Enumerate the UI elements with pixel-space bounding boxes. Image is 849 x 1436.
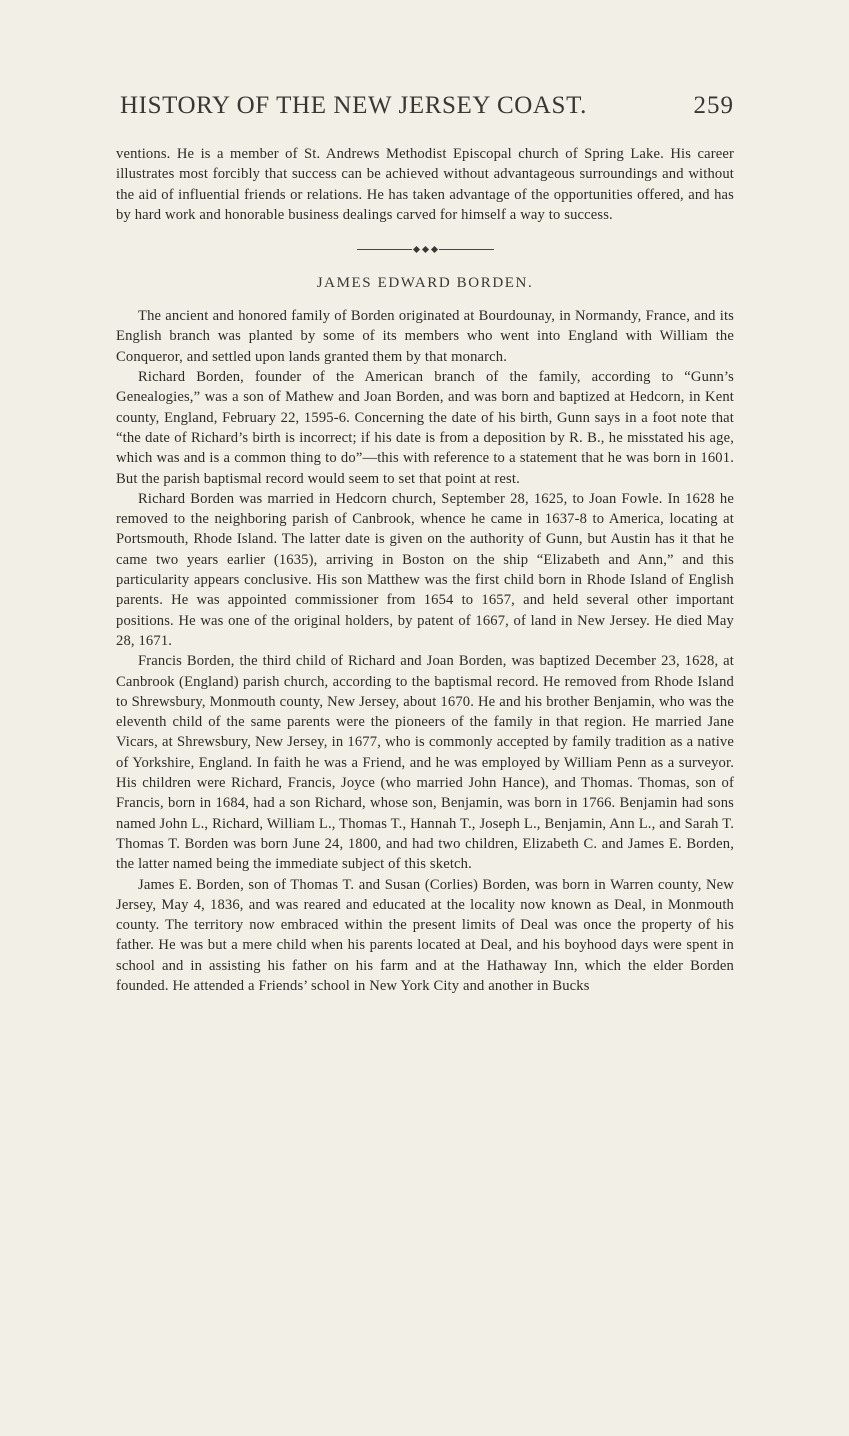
body-paragraph: Richard Borden, founder of the American branch of the family, according to “Gunn’s Genealogies,” was a son of Mathew and Joan Borden, and was born and baptized at Hedcorn, in Kent county, England, February 22, 1595-6. Concerning the date of his birth, Gunn says in a foot note that “the date of Richard’s birth is incorrect; if his date is from a deposition by R. B., he misstated his age, which was and is a common thing to do”—this with reference to a statement that he was born in 1601. But the parish baptismal record would seem to set that point at rest.	[116, 369, 734, 487]
body-paragraph: James E. Borden, son of Thomas T. and Susan (Corlies) Borden, was born in Warren county, New Jersey, May 4, 1836, and was reared and educated at the locality now known as Deal, in Monmouth county. The territory now embraced within the present limits of Deal was once the property of his father. He was but a mere child when his parents located at Deal, and his boyhood days were spent in school and in assisting his father on his farm and at the Hathaway Inn, which the elder Borden founded. He attended a Friends’ school in New York City and another in Bucks	[116, 876, 734, 994]
ornament-diamond-icon	[421, 246, 428, 253]
body-paragraph: The ancient and honored family of Borden originated at Bourdounay, in Normandy, France, and its English branch was planted by some of its members who went into England with William the Conqueror, and settled upon lands granted them by that monarch.	[116, 308, 734, 365]
body-paragraph: Francis Borden, the third child of Richard and Joan Borden, was baptized December 23, 1628, at Canbrook (England) parish church, according to the baptismal record. He removed from Rhode Island to Shrewsbury, Monmouth county, New Jersey, about 1670. He and his brother Benjamin, who was the eleventh child of the same parents were the pioneers of the family in that region. He married Jane Vicars, at Shrewsbury, New Jersey, in 1677, who is commonly accepted by family tradition as a native of Yorkshire, England. In faith he was a Friend, and he was employed by William Penn as a surveyor. His children were Richard, Francis, Joyce (who married John Hance), and Thomas. Thomas, son of Francis, born in 1684, had a son Richard, whose son, Benjamin, was born in 1766. Benjamin had sons named John L., Richard, William L., Thomas T., Hannah T., Joseph L., Benjamin, Ann L., and Sarah T. Thomas T. Borden was born June 24, 1800, and had two children, Elizabeth C. and James E. Borden, the latter named being the immediate subject of this sketch.	[116, 653, 734, 873]
section-ornament	[116, 245, 734, 253]
ornament-diamond-icon	[412, 246, 419, 253]
page-number: 259	[693, 92, 734, 119]
ornament-rule-right	[439, 249, 494, 250]
ornament-rule-left	[357, 249, 412, 250]
ornament-diamond-icon	[430, 246, 437, 253]
body-paragraph: Richard Borden was married in Hedcorn church, September 28, 1625, to Joan Fowle. In 1628 he removed to the neighboring parish of Canbrook, whence he came in 1637-8 to America, locating at Portsmouth, Rhode Island. The latter date is given on the authority of Gunn, but Austin has it that he came two years earlier (1635), arriving in Boston on the ship “Elizabeth and Ann,” and this particularity appears conclusive. His son Matthew was the first child born in Rhode Island of English parents. He was appointed commissioner from 1654 to 1657, and held several other important positions. He was one of the original holders, by patent of 1667, of land in New Jersey. He died May 28, 1671.	[116, 490, 734, 649]
intro-paragraph: ventions. He is a member of St. Andrews Methodist Episcopal church of Spring Lake. His career illustrates most forcibly that success can be achieved without advantageous surroundings and without the aid of influential friends or relations. He has taken advantage of the opportunities offered, and has by hard work and honorable business dealings carved for himself a way to success.	[116, 146, 734, 223]
running-head	[116, 92, 734, 130]
section-heading: JAMES EDWARD BORDEN.	[316, 275, 534, 292]
running-title: HISTORY OF THE NEW JERSEY COAST.	[120, 92, 587, 119]
